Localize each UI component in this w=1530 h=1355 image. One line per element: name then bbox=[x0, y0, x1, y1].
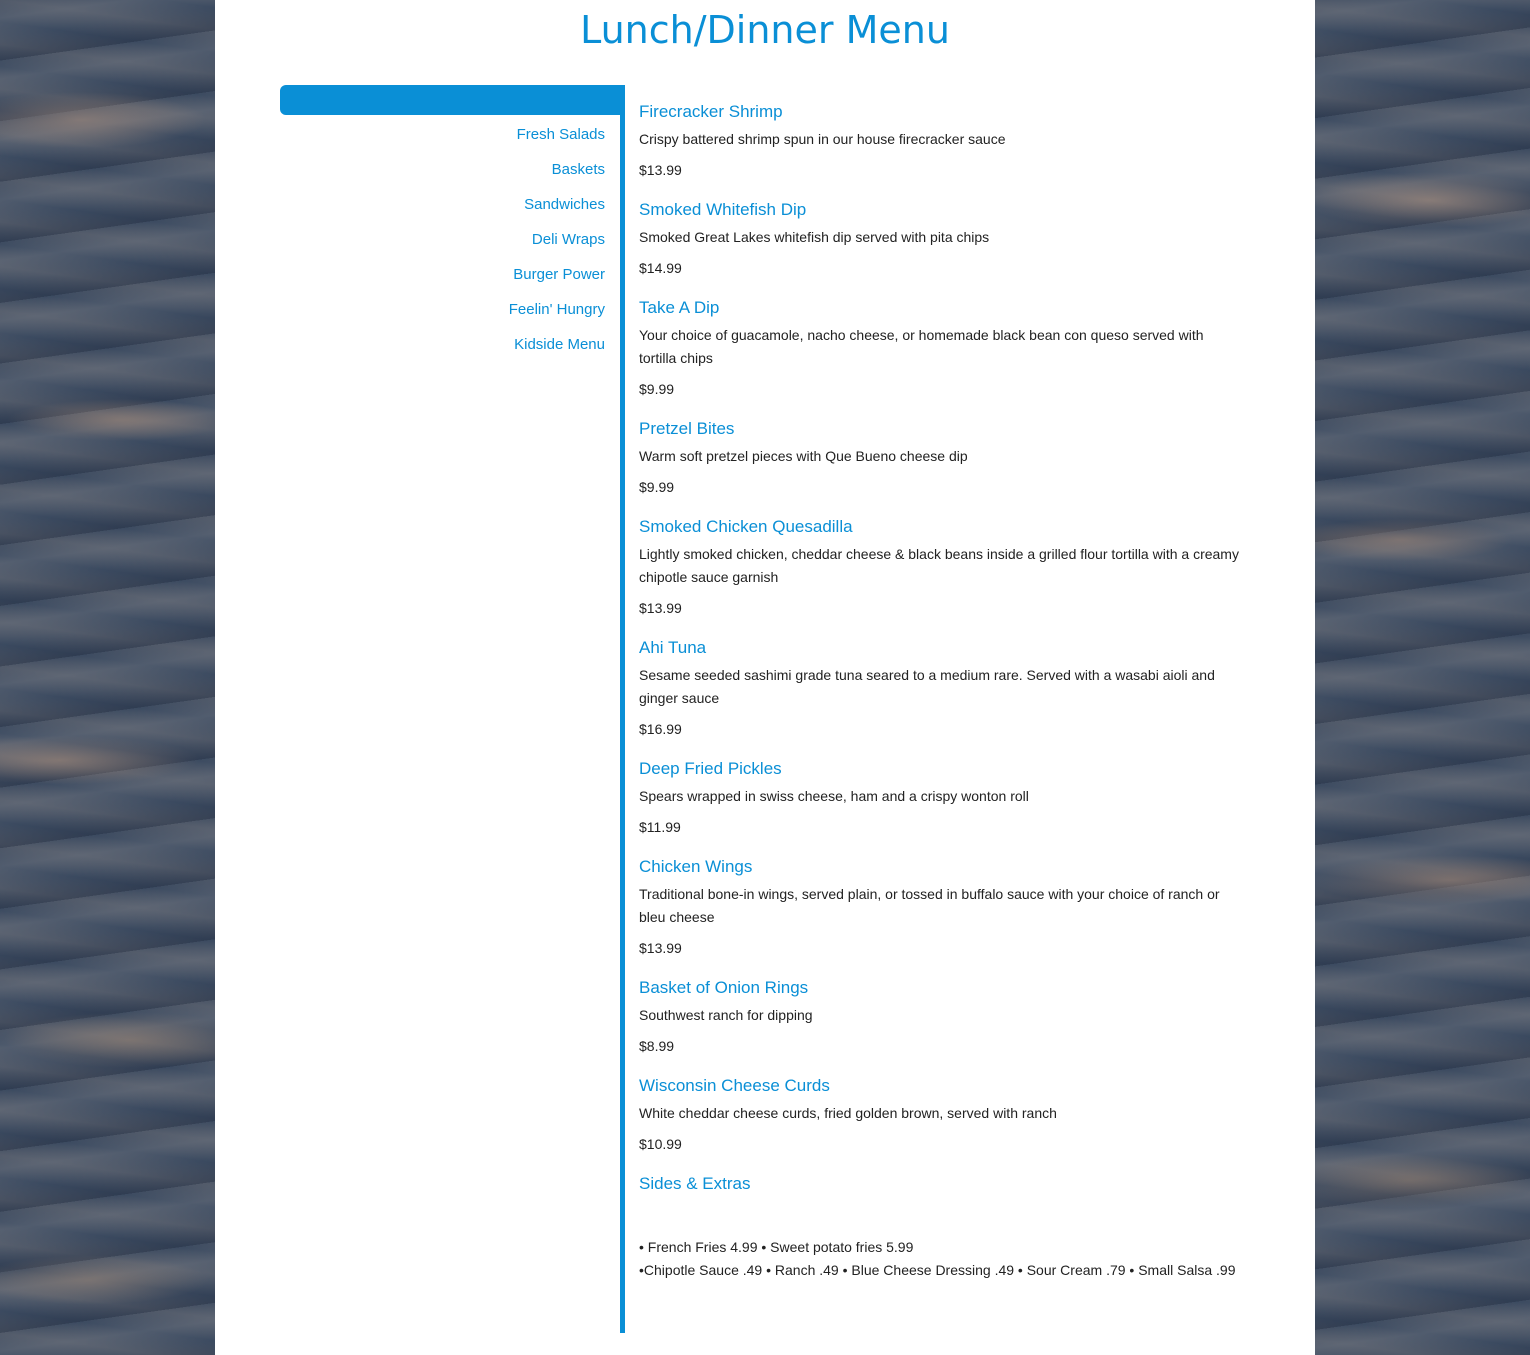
menu-item-price: $13.99 bbox=[639, 162, 682, 178]
menu-item bbox=[639, 98, 1239, 182]
menu-item-description: White cheddar cheese curds, fried golden brown, served with ranch bbox=[639, 1105, 1057, 1121]
sides-title: Sides & Extras bbox=[639, 1174, 751, 1193]
menu-content bbox=[639, 98, 1239, 1282]
menu-item-description: Smoked Great Lakes whitefish dip served with pita chips bbox=[639, 229, 990, 245]
sidebar bbox=[280, 85, 625, 1333]
menu-page bbox=[215, 0, 1315, 1355]
sidebar-header-bar bbox=[280, 85, 625, 115]
menu-item-description: Traditional bone-in wings, served plain, or tossed in buffalo sauce with your choice of ranch or bleu cheese bbox=[639, 886, 1220, 925]
nav-item-kidside-menu[interactable]: Kidside Menu bbox=[514, 336, 605, 353]
page-title: Lunch/Dinner Menu bbox=[580, 8, 950, 52]
menu-item-price: $16.99 bbox=[639, 721, 682, 737]
menu-item-price: $14.99 bbox=[639, 260, 682, 276]
nav-item-baskets[interactable]: Baskets bbox=[551, 161, 605, 178]
menu-item-name: Wisconsin Cheese Curds bbox=[639, 1076, 830, 1095]
menu-item-price: $11.99 bbox=[639, 819, 681, 835]
nav-item-burger-power[interactable]: Burger Power bbox=[513, 266, 605, 283]
menu-item-price: $9.99 bbox=[639, 479, 675, 495]
sides-list bbox=[639, 1236, 1239, 1282]
menu-item-price: $9.99 bbox=[639, 381, 675, 397]
menu-item bbox=[639, 513, 1239, 620]
menu-item-description: Spears wrapped in swiss cheese, ham and a crispy wonton roll bbox=[639, 788, 1029, 804]
menu-item bbox=[639, 974, 1239, 1058]
menu-item bbox=[639, 1072, 1239, 1156]
sidebar-divider bbox=[620, 85, 625, 1333]
nav-item-feelin-hungry[interactable]: Feelin' Hungry bbox=[508, 301, 605, 318]
menu-item-description: Your choice of guacamole, nacho cheese, or homemade black bean con queso served with tortilla chips bbox=[639, 327, 1204, 366]
menu-item bbox=[639, 853, 1239, 960]
menu-item-name: Firecracker Shrimp bbox=[639, 102, 783, 121]
menu-item-price: $8.99 bbox=[639, 1038, 675, 1054]
menu-item-name: Pretzel Bites bbox=[639, 419, 735, 438]
menu-item-price: $13.99 bbox=[639, 600, 682, 616]
menu-item-name: Ahi Tuna bbox=[639, 638, 707, 657]
sides-section bbox=[639, 1170, 1239, 1282]
menu-item-name: Chicken Wings bbox=[639, 857, 753, 876]
extras-line: •Chipotle Sauce .49 • Ranch .49 • Blue Cheese Dressing .49 • Sour Cream .79 • Small Salsa .99 bbox=[639, 1262, 1236, 1278]
menu-item bbox=[639, 294, 1239, 401]
nav-item-fresh-salads[interactable]: Fresh Salads bbox=[516, 126, 605, 143]
menu-item-description: Sesame seeded sashimi grade tuna seared to a medium rare. Served with a wasabi aioli and ginger sauce bbox=[639, 667, 1215, 706]
menu-item-name: Take A Dip bbox=[639, 298, 720, 317]
menu-item-name: Deep Fried Pickles bbox=[639, 759, 782, 778]
menu-item-price: $13.99 bbox=[639, 940, 682, 956]
menu-item bbox=[639, 755, 1239, 839]
menu-item-description: Lightly smoked chicken, cheddar cheese & black beans inside a grilled flour tortilla with a creamy chipotle sauce garnish bbox=[639, 546, 1239, 585]
menu-item bbox=[639, 415, 1239, 499]
nav-item-sandwiches[interactable]: Sandwiches bbox=[524, 196, 605, 213]
menu-item-description: Warm soft pretzel pieces with Que Bueno cheese dip bbox=[639, 448, 968, 464]
menu-item-name: Smoked Chicken Quesadilla bbox=[639, 517, 853, 536]
nav-item-deli-wraps[interactable]: Deli Wraps bbox=[531, 231, 605, 248]
menu-item-description: Crispy battered shrimp spun in our house firecracker sauce bbox=[639, 131, 1006, 147]
menu-item bbox=[639, 634, 1239, 741]
menu-item-name: Basket of Onion Rings bbox=[639, 978, 809, 997]
menu-item-description: Southwest ranch for dipping bbox=[639, 1007, 813, 1023]
menu-item bbox=[639, 196, 1239, 280]
menu-item-name: Smoked Whitefish Dip bbox=[639, 200, 807, 219]
category-nav bbox=[509, 123, 605, 368]
sides-line: • French Fries 4.99 • Sweet potato fries 5.99 bbox=[639, 1239, 914, 1255]
menu-item-price: $10.99 bbox=[639, 1136, 682, 1152]
